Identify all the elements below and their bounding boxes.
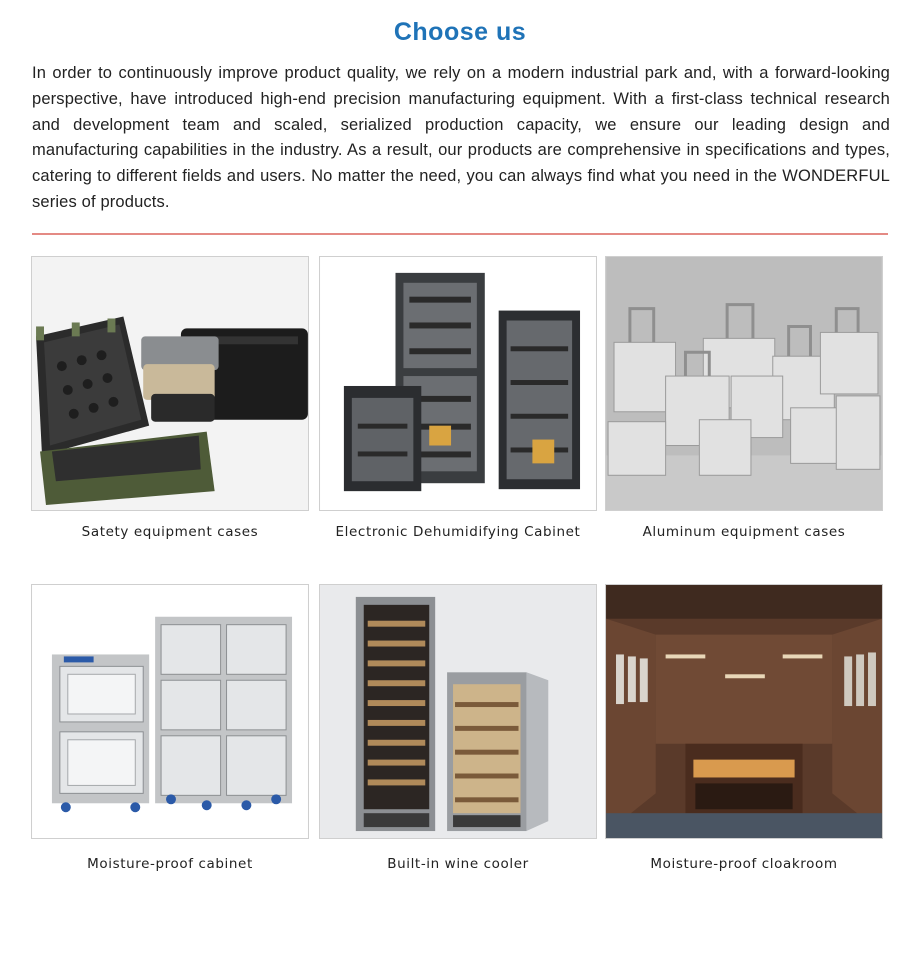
- product-caption-safety-cases: Satety equipment cases: [81, 524, 259, 540]
- product-caption-cloakroom: Moisture-proof cloakroom: [650, 856, 838, 872]
- aluminum-cases-image: [606, 257, 882, 510]
- product-caption-dehumidifying-cabinet: Electronic Dehumidifying Cabinet: [335, 524, 581, 540]
- section-title: Choose us: [393, 18, 527, 46]
- product-card-wine-cooler[interactable]: [319, 584, 597, 839]
- product-caption-aluminum-cases: Aluminum equipment cases: [642, 524, 846, 540]
- safety-cases-image: [32, 257, 308, 510]
- wine-cooler-image: [320, 585, 596, 838]
- dehumidifying-cabinet-image: [320, 257, 596, 510]
- product-card-cloakroom[interactable]: [605, 584, 883, 839]
- product-card-dehumidifying-cabinet[interactable]: [319, 256, 597, 511]
- intro-paragraph: In order to continuously improve product quality, we rely on a modern industrial park and, with a forward-looking perspective, have introduced high-end precision manufacturing equipment. With a first-class technical research and development team and scaled, serialized production capacity, we ensure our leading design and manufacturing capabilities in the industry. As a result, our products are comprehensive in specifications and types, catering to different fields and users. No matter the need, you can always find what you need in the WONDERFUL series of products.: [32, 64, 890, 211]
- cloakroom-image: [606, 585, 882, 838]
- moisture-proof-cabinet-image: [32, 585, 308, 838]
- section-divider: [32, 233, 888, 235]
- product-card-aluminum-cases[interactable]: [605, 256, 883, 511]
- product-card-moisture-proof-cabinet[interactable]: [31, 584, 309, 839]
- product-caption-wine-cooler: Built-in wine cooler: [387, 856, 529, 872]
- product-card-safety-cases[interactable]: [31, 256, 309, 511]
- product-caption-moisture-proof-cabinet: Moisture-proof cabinet: [87, 856, 253, 872]
